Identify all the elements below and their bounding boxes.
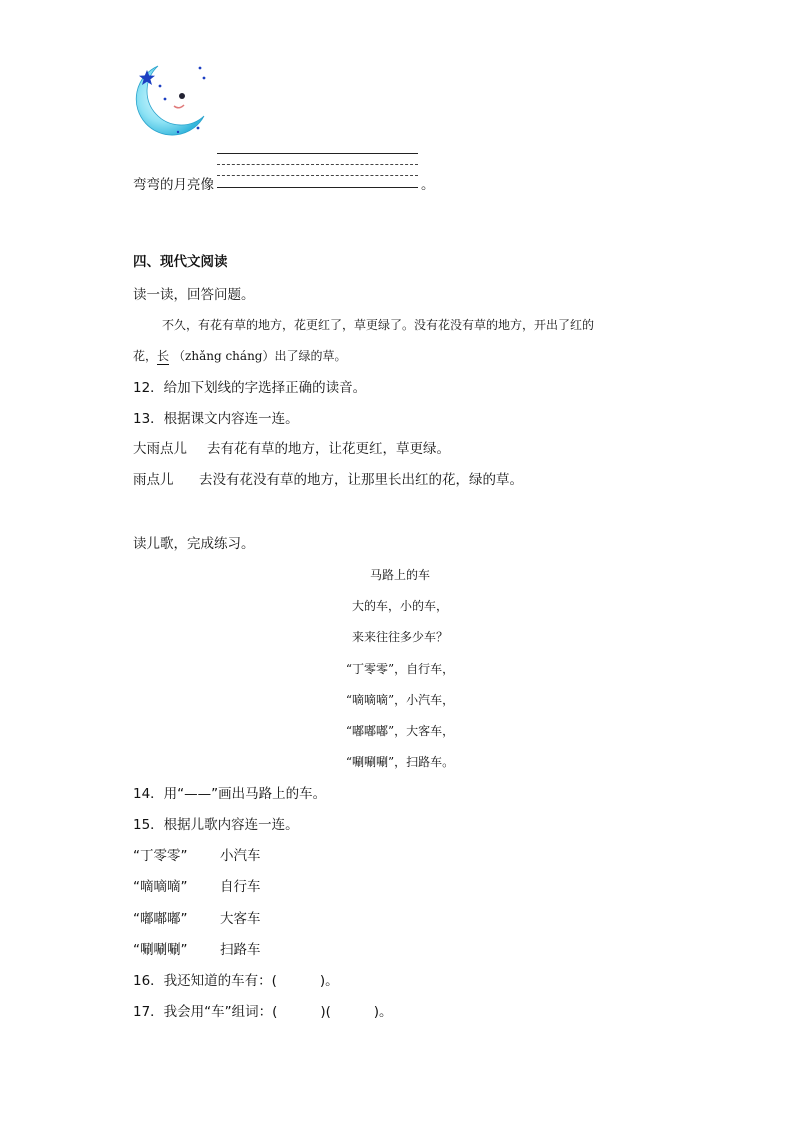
poem-line-5: “嘟嘟嘟”，大客车， — [345, 724, 455, 738]
match2-right-3: 大客车 — [220, 911, 261, 927]
passage-line-2-start: 花， — [133, 349, 158, 363]
match1-right-2: 去没有花没有草的地方，让那里长出红的花，绿的草。 — [199, 472, 523, 488]
question-16: 16．我还知道的车有：( )。 — [133, 973, 339, 989]
moon-prompt-end: 。 — [421, 177, 435, 193]
poem-line-1: 大的车，小的车， — [351, 599, 448, 613]
writing-line-top — [217, 153, 418, 154]
match1-right-1: 去有花有草的地方，让花更红，草更绿。 — [207, 441, 450, 457]
poem-title: 马路上的车 — [369, 568, 430, 582]
question-13: 13．根据课文内容连一连。 — [133, 411, 299, 427]
moon-smile — [174, 105, 184, 108]
writing-line-dashed-2 — [217, 175, 418, 176]
writing-line-bottom — [217, 187, 418, 188]
poem-line-6: “唰唰唰”，扫路车。 — [345, 755, 455, 769]
pinyin-choice: （zhǎng cháng）出了绿的草。 — [173, 349, 347, 363]
match2-left-3: “嘟嘟嘟” — [133, 911, 188, 927]
match1-left-1: 大雨点儿 — [133, 441, 187, 457]
match2-right-4: 扫路车 — [220, 942, 261, 958]
passage-line-2 — [133, 350, 346, 362]
reading-instruction: 读一读，回答问题。 — [133, 287, 255, 303]
match2-right-1: 小汽车 — [220, 848, 261, 864]
match2-left-1: “丁零零” — [133, 848, 188, 864]
match2-left-2: “嘀嘀嘀” — [133, 879, 188, 895]
question-14: 14．用“——”画出马路上的车。 — [133, 786, 327, 802]
moon-eye — [179, 93, 185, 99]
reading2-instruction: 读儿歌，完成练习。 — [133, 536, 255, 552]
passage-line-1: 不久，有花有草的地方，花更红了，草更绿了。没有花没有草的地方，开出了红的 — [162, 318, 595, 332]
crescent-moon-image — [130, 62, 210, 138]
poem-line-4: “嘀嘀嘀”，小汽车， — [345, 693, 455, 707]
writing-line-dashed-1 — [217, 164, 418, 165]
match1-left-2: 雨点儿 — [133, 472, 174, 488]
question-15: 15．根据儿歌内容连一连。 — [133, 817, 299, 833]
question-12: 12．给加下划线的字选择正确的读音。 — [133, 380, 367, 396]
section-title: 四、现代文阅读 — [133, 254, 228, 270]
moon-prompt: 弯弯的月亮像 — [133, 177, 214, 193]
match2-right-2: 自行车 — [220, 879, 261, 895]
poem-line-2: 来来往往多少车？ — [351, 630, 448, 644]
poem-line-3: “丁零零”，自行车， — [345, 662, 455, 676]
question-17: 17．我会用“车”组词：( )( )。 — [133, 1004, 393, 1020]
match2-left-4: “唰唰唰” — [133, 942, 188, 958]
underlined-char: 长 — [157, 349, 170, 363]
